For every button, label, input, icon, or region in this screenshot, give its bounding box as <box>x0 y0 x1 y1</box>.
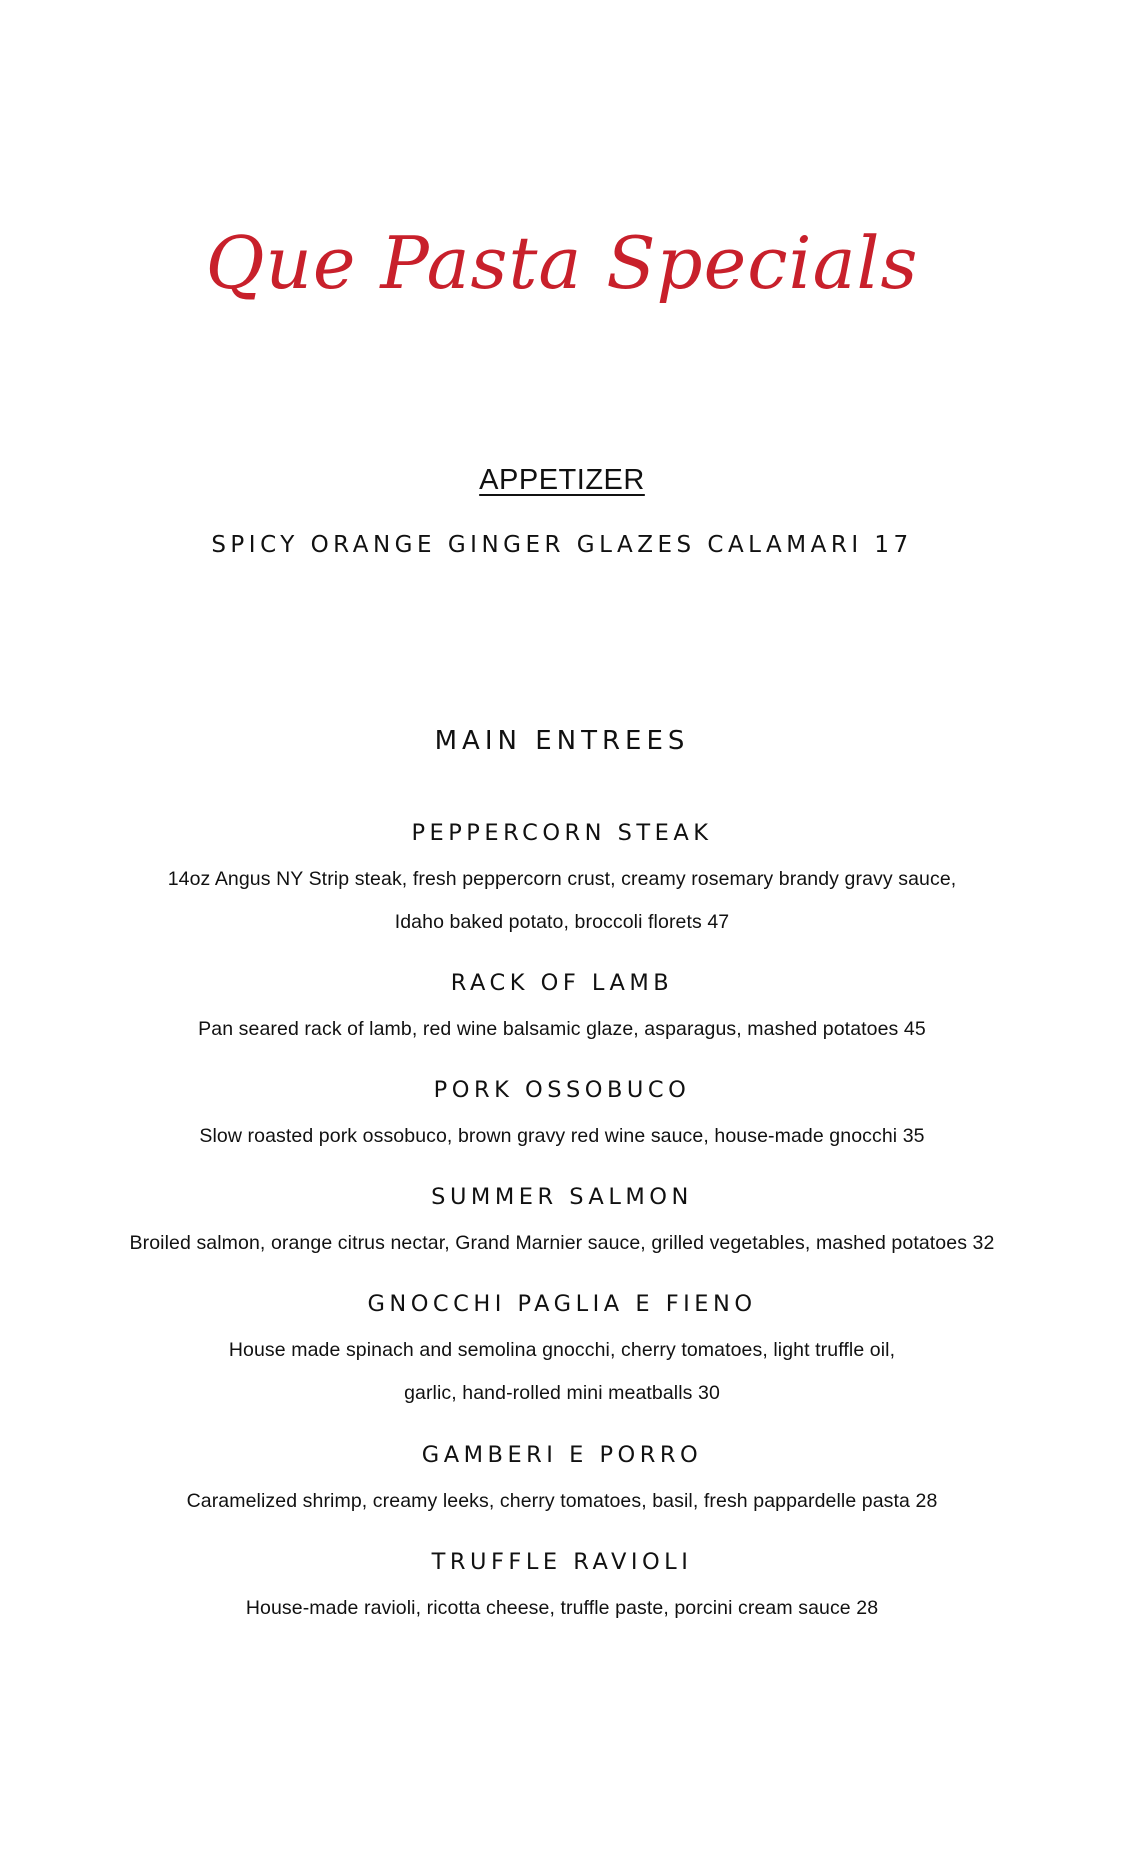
entree-description: House made spinach and semolina gnocchi, cherry tomatoes, light truffle oil, <box>228 1339 896 1361</box>
entree-name: PEPPERCORN STEAK <box>411 820 713 846</box>
entree-description: 14oz Angus NY Strip steak, fresh peppercorn crust, creamy rosemary brandy gravy sauce, <box>167 868 957 890</box>
entree-summer-salmon <box>0 1180 1124 1265</box>
entree-gamberi-e-porro <box>0 1438 1124 1523</box>
entree-peppercorn-steak <box>0 816 1124 944</box>
appetizer-item: SPICY ORANGE GINGER GLAZES CALAMARI 17 <box>211 532 913 558</box>
entree-description: Idaho baked potato, broccoli florets 47 <box>394 911 730 933</box>
entree-name: GNOCCHI PAGLIA E FIENO <box>367 1291 757 1317</box>
entree-gnocchi-paglia-e-fieno <box>0 1287 1124 1415</box>
entree-description: Slow roasted pork ossobuco, brown gravy red wine sauce, house-made gnocchi 35 <box>199 1125 925 1147</box>
appetizer-heading: APPETIZER <box>479 464 645 496</box>
entree-description: House-made ravioli, ricotta cheese, truffle paste, porcini cream sauce 28 <box>245 1597 879 1619</box>
entree-description: Caramelized shrimp, creamy leeks, cherry tomatoes, basil, fresh pappardelle pasta 28 <box>186 1490 938 1512</box>
menu-title: Que Pasta Specials <box>205 221 919 305</box>
entree-pork-ossobuco <box>0 1073 1124 1158</box>
entree-name: SUMMER SALMON <box>431 1184 693 1210</box>
main-entrees-heading: MAIN ENTREES <box>434 726 690 756</box>
entree-name: PORK OSSOBUCO <box>433 1077 691 1103</box>
entree-name: TRUFFLE RAVIOLI <box>431 1549 693 1575</box>
entree-truffle-ravioli <box>0 1545 1124 1630</box>
entree-name: GAMBERI E PORRO <box>421 1442 703 1468</box>
entree-name: RACK OF LAMB <box>450 970 674 996</box>
entree-description: garlic, hand-rolled mini meatballs 30 <box>404 1382 720 1404</box>
entree-description: Pan seared rack of lamb, red wine balsamic glaze, asparagus, mashed potatoes 45 <box>198 1018 926 1040</box>
entree-description: Broiled salmon, orange citrus nectar, Grand Marnier sauce, grilled vegetables, mashed potatoes 32 <box>129 1232 995 1254</box>
entree-rack-of-lamb <box>0 966 1124 1051</box>
